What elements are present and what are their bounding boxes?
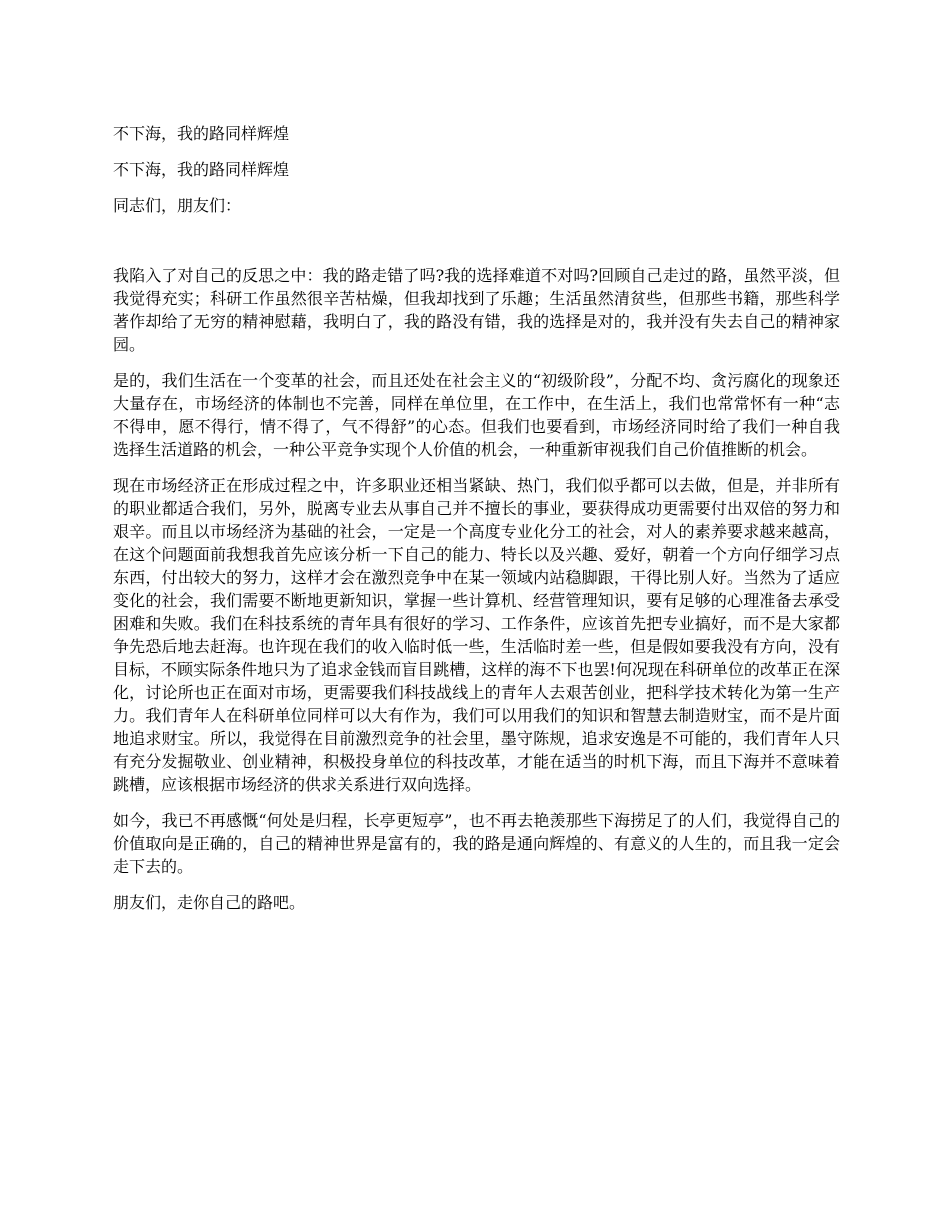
paragraph-3: 现在市场经济正在形成过程之中，许多职业还相当紧缺、热门，我们似乎都可以去做，但是，并非所有的职业都适合我们，另外，脱离专业去从事自己并不擅长的事业，要获得成功更需要付出双倍的努力和艰辛。而且以市场经济为基础的社会，一定是一个高度专业化分工的社会，对人的素养要求越来越高，在这个问题面前我想我首先应该分析一下自己的能力、特长以及兴趣、爱好，朝着一个方向仔细学习点东西，付出较大的努力，这样才会在激烈竞争中在某一领域内站稳脚跟，干得比别人好。当然为了适应变化的社会，我们需要不断地更新知识，掌握一些计算机、经营管理知识，要有足够的心理准备去承受困难和失败。我们在科技系统的青年具有很好的学习、工作条件，应该首先把专业搞好，而不是大家都争先恐后地去赶海。也许现在我们的收入临时低一些，生活临时差一些，但是假如要我没有方向，没有目标，不顾实际条件地只为了追求金钱而盲目跳槽，这样的海不下也罢!何况现在科研单位的改革正在深化，讨论所也正在面对市场，更需要我们科技战线上的青年人去艰苦创业，把科学技术转化为第一生产力。我们青年人在科研单位同样可以大有作为，我们可以用我们的知识和智慧去制造财宝，而不是片面地追求财宝。所以，我觉得在目前激烈竞争的社会里，墨守陈规，追求安逸是不可能的，我们青年人只有充分发掘敬业、创业精神，积极投身单位的科技改革，才能在适当的时机下海，而且下海并不意味着跳槽，应该根据市场经济的供求关系进行双向选择。	[113, 476, 840, 794]
paragraph-5-closing: 朋友们，走你自己的路吧。	[113, 893, 306, 912]
salutation: 同志们，朋友们：	[113, 196, 242, 215]
document-title: 不下海，我的路同样辉煌	[113, 124, 290, 143]
blank-gap	[113, 231, 840, 264]
paragraph-2: 是的，我们生活在一个变革的社会，而且还处在社会主义的“初级阶段”，分配不均、贪污腐化的现象还大量存在，市场经济的体制也不完善，同样在单位里，在工作中，在生活上，我们也常常怀有一种“志不得申，愿不得行，情不得了，气不得舒”的心态。但我们也要看到，市场经济同时给了我们一种自我选择生活道路的机会，一种公平竞争实现个人价值的机会，一种重新审视我们自己价值推断的机会。	[113, 371, 840, 459]
paragraph-4: 如今，我已不再感慨“何处是归程，长亭更短亭”，也不再去艳羡那些下海捞足了的人们，我觉得自己的价值取向是正确的，自己的精神世界是富有的，我的路是通向辉煌的、有意义的人生的，而且我一定会走下去的。	[113, 811, 840, 876]
document-page	[113, 123, 840, 927]
paragraph-1: 我陷入了对自己的反思之中：我的路走错了吗?我的选择难道不对吗?回顾自己走过的路，虽然平淡，但我觉得充实；科研工作虽然很辛苦枯燥，但我却找到了乐趣；生活虽然清贫些，但那些书籍，那些科学著作却给了无穷的精神慰藉，我明白了，我的路没有错，我的选择是对的，我并没有失去自己的精神家园。	[113, 266, 840, 354]
document-subtitle: 不下海，我的路同样辉煌	[113, 160, 290, 179]
